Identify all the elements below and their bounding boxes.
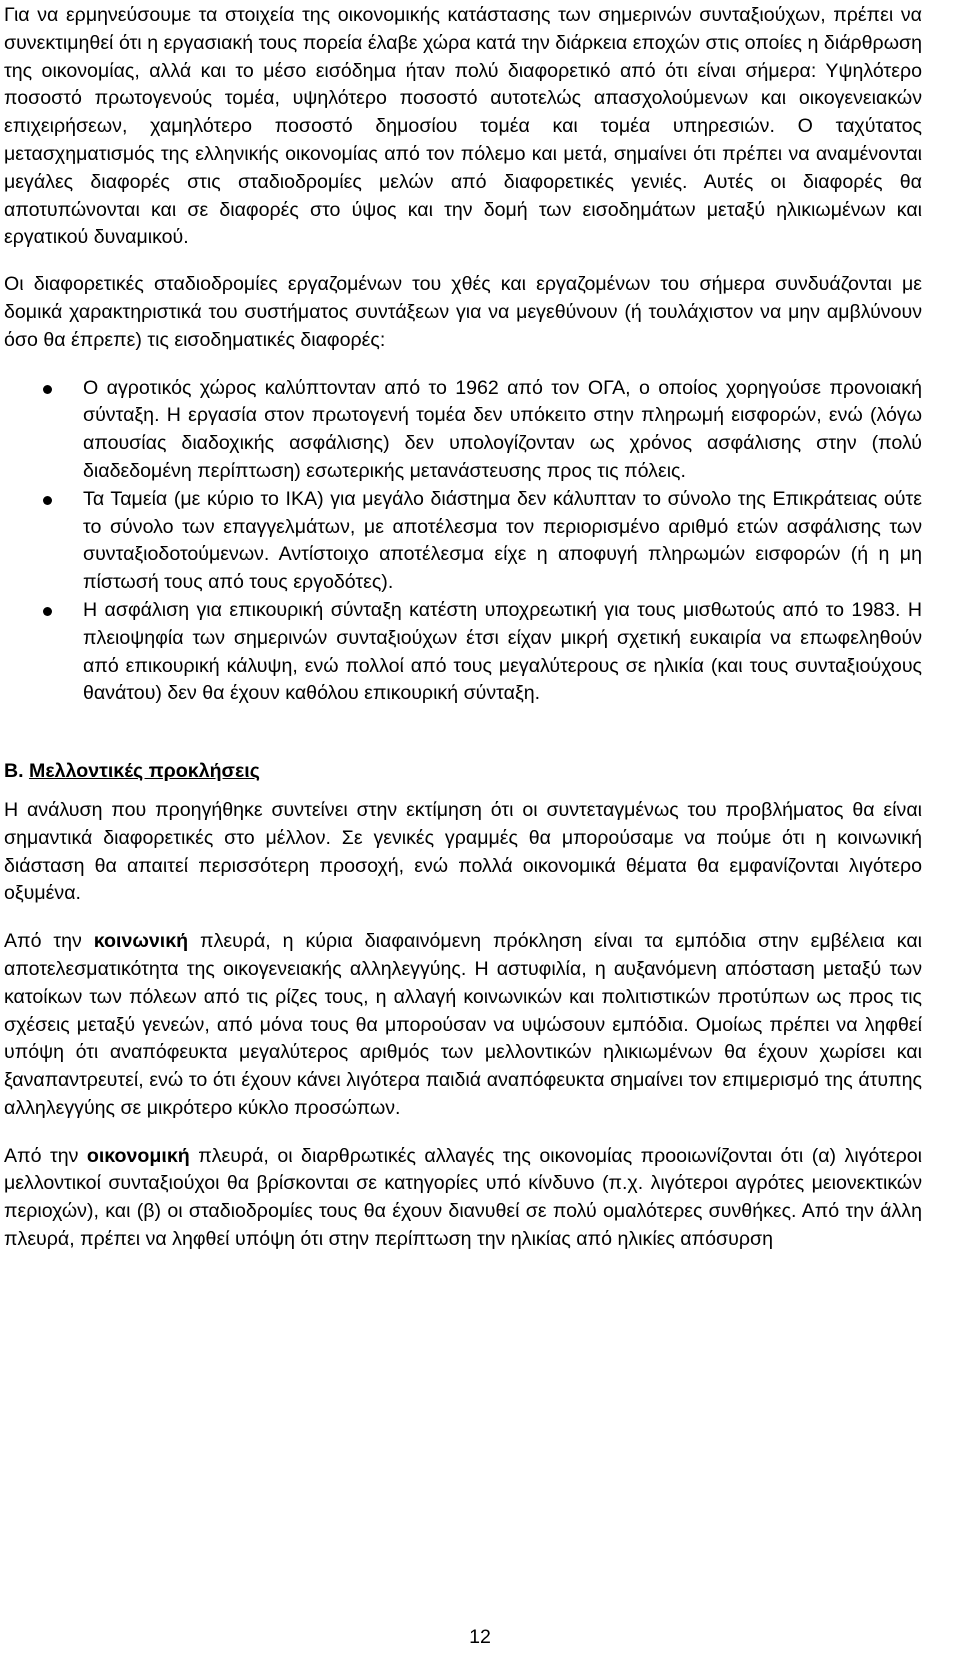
paragraph-social-side (4, 928, 922, 1123)
page-number: 12 (469, 1626, 491, 1648)
list-item (4, 375, 922, 486)
paragraph-economic-side (4, 1143, 922, 1254)
bullet-icon (43, 496, 52, 505)
section-heading-prefix: Β. (4, 760, 30, 783)
bullet-icon (43, 385, 52, 394)
section-heading (4, 758, 922, 786)
bullet-text: Τα Ταμεία (με κύριο το ΙΚΑ) για μεγάλο διάστημα δεν κάλυπταν το σύνολο της Επικράτειας ούτε το σύνολο των επαγγελμάτων, με αποτέλεσμα τον περιορισμένο αριθμό ετών ασφάλισης των συνταξιοδοτούμενων. Αντίστοιχο αποτέλεσμα είχε η αποφυγή πληρωμών εισφορών (ή η μη πίστωσή τους από τους εργοδότες). (83, 487, 922, 594)
paragraph-future-analysis: Η ανάλυση που προηγήθηκε συντείνει στην εκτίμηση ότι οι συντεταγμένως του προβλήματος θα είναι σημαντικά διαφορετικές στο μέλλον. Σε γενικές γραμμές θα μπορούσαμε να πούμε ότι η κοινωνική διάσταση θα απαιτεί περισσότερη προσοχή, ενώ πολλά οικονομικά θέματα θα εμφανίζονται λιγότερο οξυμένα. (4, 798, 922, 905)
paragraph-career-differences: Οι διαφορετικές σταδιοδρομίες εργαζομένων του χθές και εργαζομένων του σήμερα συνδυάζονται με δομικά χαρακτηριστικά του συστήματος συντάξεων για να μεγεθύνουν (ή τουλάχιστον να μην αμβλύνουν όσο θα έπρεπε) τις εισοδηματικές διαφορές: (4, 273, 922, 351)
document-page (4, 0, 922, 1254)
economic-lead: Από την (4, 1144, 87, 1167)
economic-body: πλευρά, οι διαρθρωτικές αλλαγές της οικονομίας προοιωνίζονται ότι (α) λιγότεροι μελλοντικοί συνταξιούχοι θα βρίσκονται σε κατηγορίες υπό κίνδυνο (π.χ. λιγότεροι αγρότες μειονεκτικών περιοχών), και (β) οι σταδιοδρομίες τους θα έχουν διανυθεί σε πολύ ομαλότερες συνθήκες. Από την άλλη πλευρά, πρέπει να ληφθεί υπόψη ότι στην περίπτωση την ηλικίας από ηλικίες απόσυρση (4, 1144, 922, 1251)
social-lead: Από την (4, 930, 94, 953)
bullet-text: Η ασφάλιση για επικουρική σύνταξη κατέστη υποχρεωτική για τους μισθωτούς από το 1983. Η πλειοψηφία των σημερινών συνταξιούχων έτσι είχαν μικρή σχετική ευκαιρία να επωφεληθούν από επικουρική κάλυψη, ενώ πολλοί από τους μεγαλύτερους σε ηλικία (και τους συνταξιούχους θανάτου) δεν θα έχουν καθόλου επικουρική σύνταξη. (83, 598, 922, 705)
paragraph-intro: Για να ερμηνεύσουμε τα στοιχεία της οικονομικής κατάστασης των σημερινών συνταξιούχων, πρέπει να συνεκτιμηθεί ότι η εργασιακή τους πορεία έλαβε χώρα κατά την διάρκεια εποχών στις οποίες η διάρθρωση της οικονομίας, αλλά και το μέσο εισόδημα ήταν πολύ διαφορετικό από ότι είναι σήμερα: Υψηλότερο ποσοστό πρωτογενούς τομέα, υψηλότερο ποσοστό αυτοτελώς απασχολούμενων και οικογενειακών επιχειρήσεων, χαμηλότερο ποσοστό δημοσίου τομέα και τομέα υπηρεσιών. Ο ταχύτατος μετασχηματισμός της ελληνικής οικονομίας από τον πόλεμο και μετά, σημαίνει ότι πρέπει να αναμένονται μεγάλες διαφορές στις σταδιοδρομίες μελών από διαφορετικές γενιές. Αυτές οι διαφορές θα αποτυπώνονται και σε διαφορές στο ύψος και την δομή των εισοδημάτων μεταξύ ηλικιωμένων και εργατικού δυναμικού. (4, 4, 922, 249)
bullet-list (4, 375, 922, 709)
section-heading-text: Μελλοντικές προκλήσεις (29, 760, 260, 783)
social-keyword: κοινωνική (93, 930, 189, 953)
bullet-text: Ο αγροτικός χώρος καλύπτονταν από το 1962 από τον ΟΓΑ, ο οποίος χορηγούσε προνοιακή σύνταξη. Η εργασία στον πρωτογενή τομέα δεν υπόκειτο στην πληρωμή εισφορών, ενώ (λόγω απουσίας διαδοχικής ασφάλισης) δεν υπολογίζονταν ως χρόνος ασφάλισης στην (πολύ διαδεδομένη περίπτωση) εσωτερικής μετανάστευσης προς τις πόλεις. (83, 376, 922, 482)
list-item (4, 597, 922, 708)
economic-keyword: οικονομική (86, 1144, 190, 1167)
list-item (4, 486, 922, 597)
bullet-icon (43, 607, 52, 616)
social-body: πλευρά, η κύρια διαφαινόμενη πρόκληση είναι τα εμπόδια στην εμβέλεια και αποτελεσματικότητα της οικογενειακής αλληλεγγύης. Η αστυφιλία, η αυξανόμενη απόσταση μεταξύ των κατοίκων των πόλεων από τις ρίζες τους, η αλλαγή κοινωνικών και πολιτιστικών προτύπων ως προς τις σχέσεις μεταξύ γενεών, από μόνα τους θα μπορούσαν να υψώσουν εμπόδια. Ομοίως πρέπει να ληφθεί υπόψη ότι αναπόφευκτα μεγαλύτερος αριθμός των μελλοντικών ηλικιωμένων θα έχουν χωρίσει και ξαναπαντρευτεί, ενώ το ότι έχουν κάνει λιγότερα παιδιά αναπόφευκτα σημαίνει τον επιμερισμό της άτυπης αλληλεγγύης σε μικρότερο κύκλο προσώπων. (4, 930, 922, 1119)
